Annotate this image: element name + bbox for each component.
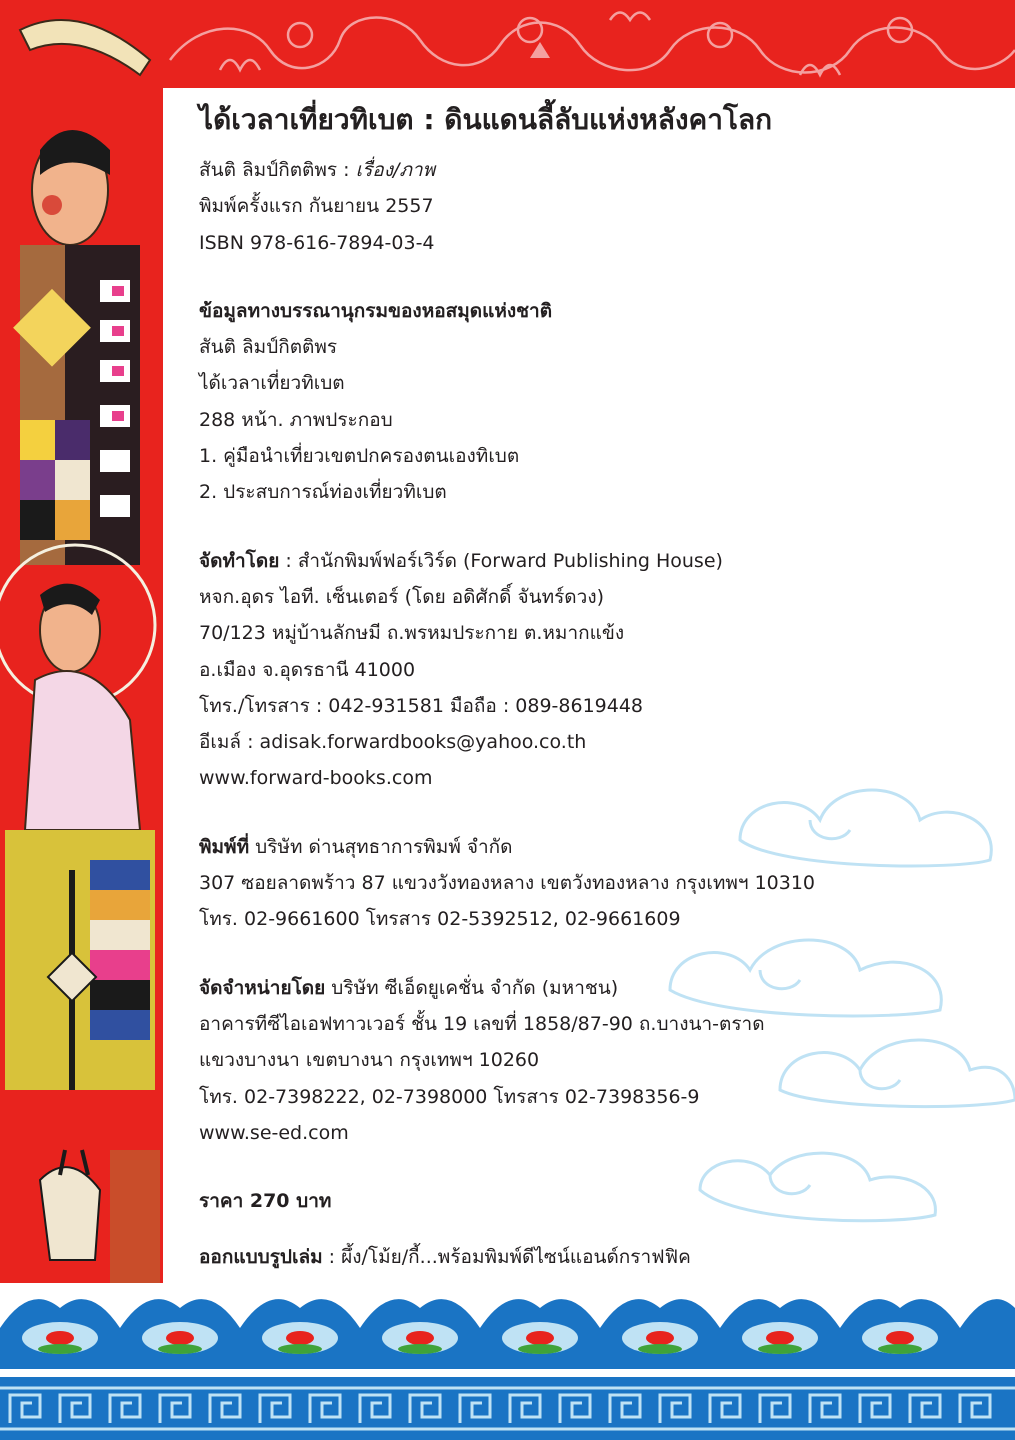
design-label: ออกแบบรูปเล่ม [199,1246,323,1269]
author-line [199,152,999,188]
producer-detail: 70/123 หมู่บ้านลักษมี ถ.พรหมประกาย ต.หมากแข้ง [199,622,625,645]
producer-phone: โทร./โทรสาร : 042-931581 มือถือ : 089-8619448 [199,694,644,717]
producer-name: : สำนักพิมพ์ฟอร์เวิร์ด (Forward Publishing House) [279,549,723,572]
distributor-name: บริษัท ซีเอ็ดยูเคชั่น จำกัด (มหาชน) [325,976,619,999]
catalog-line: 288 หน้า. ภาพประกอบ [199,408,393,431]
distributor-detail: อาคารทีซีไอเอฟทาวเวอร์ ชั้น 19 เลขที่ 1858/87-90 ถ.บางนา-ตราด [199,1012,765,1035]
author-name: สันติ ลิมป์กิตติพร : [199,159,356,181]
printer-label: พิมพ์ที่ [199,835,250,858]
catalog-line: 1. คู่มือนำเที่ยวเขตปกครองตนเองทิเบต [199,445,520,468]
producer-detail: หจก.อุดร ไอที. เซ็นเตอร์ (โดย อดิศักดิ์ จันทร์ดวง) [199,585,605,608]
author-role: เรื่อง/ภาพ [355,159,436,181]
distributor-line [199,970,999,1006]
printer-name: บริษัท ด่านสุทธาการพิมพ์ จำกัด [249,835,513,858]
producer-line [199,543,999,579]
design-value: : ผึ้ง/โม้ย/กี้...พร้อมพิมพ์ดีไซน์แอนด์กราฟฟิค [322,1246,691,1269]
catalog-line: สันติ ลิมป์กิตติพร [199,336,338,359]
printer-detail: 307 ซอยลาดพร้าว 87 แขวงวังทองหลาง เขตวังทองหลาง กรุงเทพฯ 10310 [199,872,816,895]
price-line: ราคา 270 บาท [199,1190,332,1213]
producer-email: อีเมล์ : adisak.forwardbooks@yahoo.co.th [199,731,587,754]
distributor-label: จัดจำหน่ายโดย [199,976,326,999]
distributor-detail: แขวงบางนา เขตบางนา กรุงเทพฯ 10260 [199,1049,540,1072]
producer-label: จัดทำโดย [199,549,280,572]
producer-website: www.forward-books.com [199,767,433,790]
distributor-website: www.se-ed.com [199,1121,349,1144]
isbn-line: ISBN 978-616-7894-03-4 [199,231,435,254]
printer-line [199,829,999,865]
first-print-line: พิมพ์ครั้งแรก กันยายน 2557 [199,195,434,218]
bottom-ornament-band [0,1283,1015,1440]
printer-detail: โทร. 02-9661600 โทรสาร 02-5392512, 02-9661609 [199,908,681,931]
catalog-heading: ข้อมูลทางบรรณานุกรมของหอสมุดแห่งชาติ [199,299,553,322]
producer-detail: อ.เมือง จ.อุดรธานี 41000 [199,658,416,681]
distributor-detail: โทร. 02-7398222, 02-7398000 โทรสาร 02-7398356-9 [199,1085,700,1108]
design-line [199,1239,999,1275]
colophon-text [199,100,999,1276]
tibetan-painting-strip [0,0,163,1310]
catalog-line: 2. ประสบการณ์ท่องเที่ยวทิเบต [199,481,447,504]
book-title: ได้เวลาเที่ยวทิเบต : ดินแดนลี้ลับแห่งหลังคาโลก [199,103,773,136]
catalog-line: ได้เวลาเที่ยวทิเบต [199,372,345,395]
